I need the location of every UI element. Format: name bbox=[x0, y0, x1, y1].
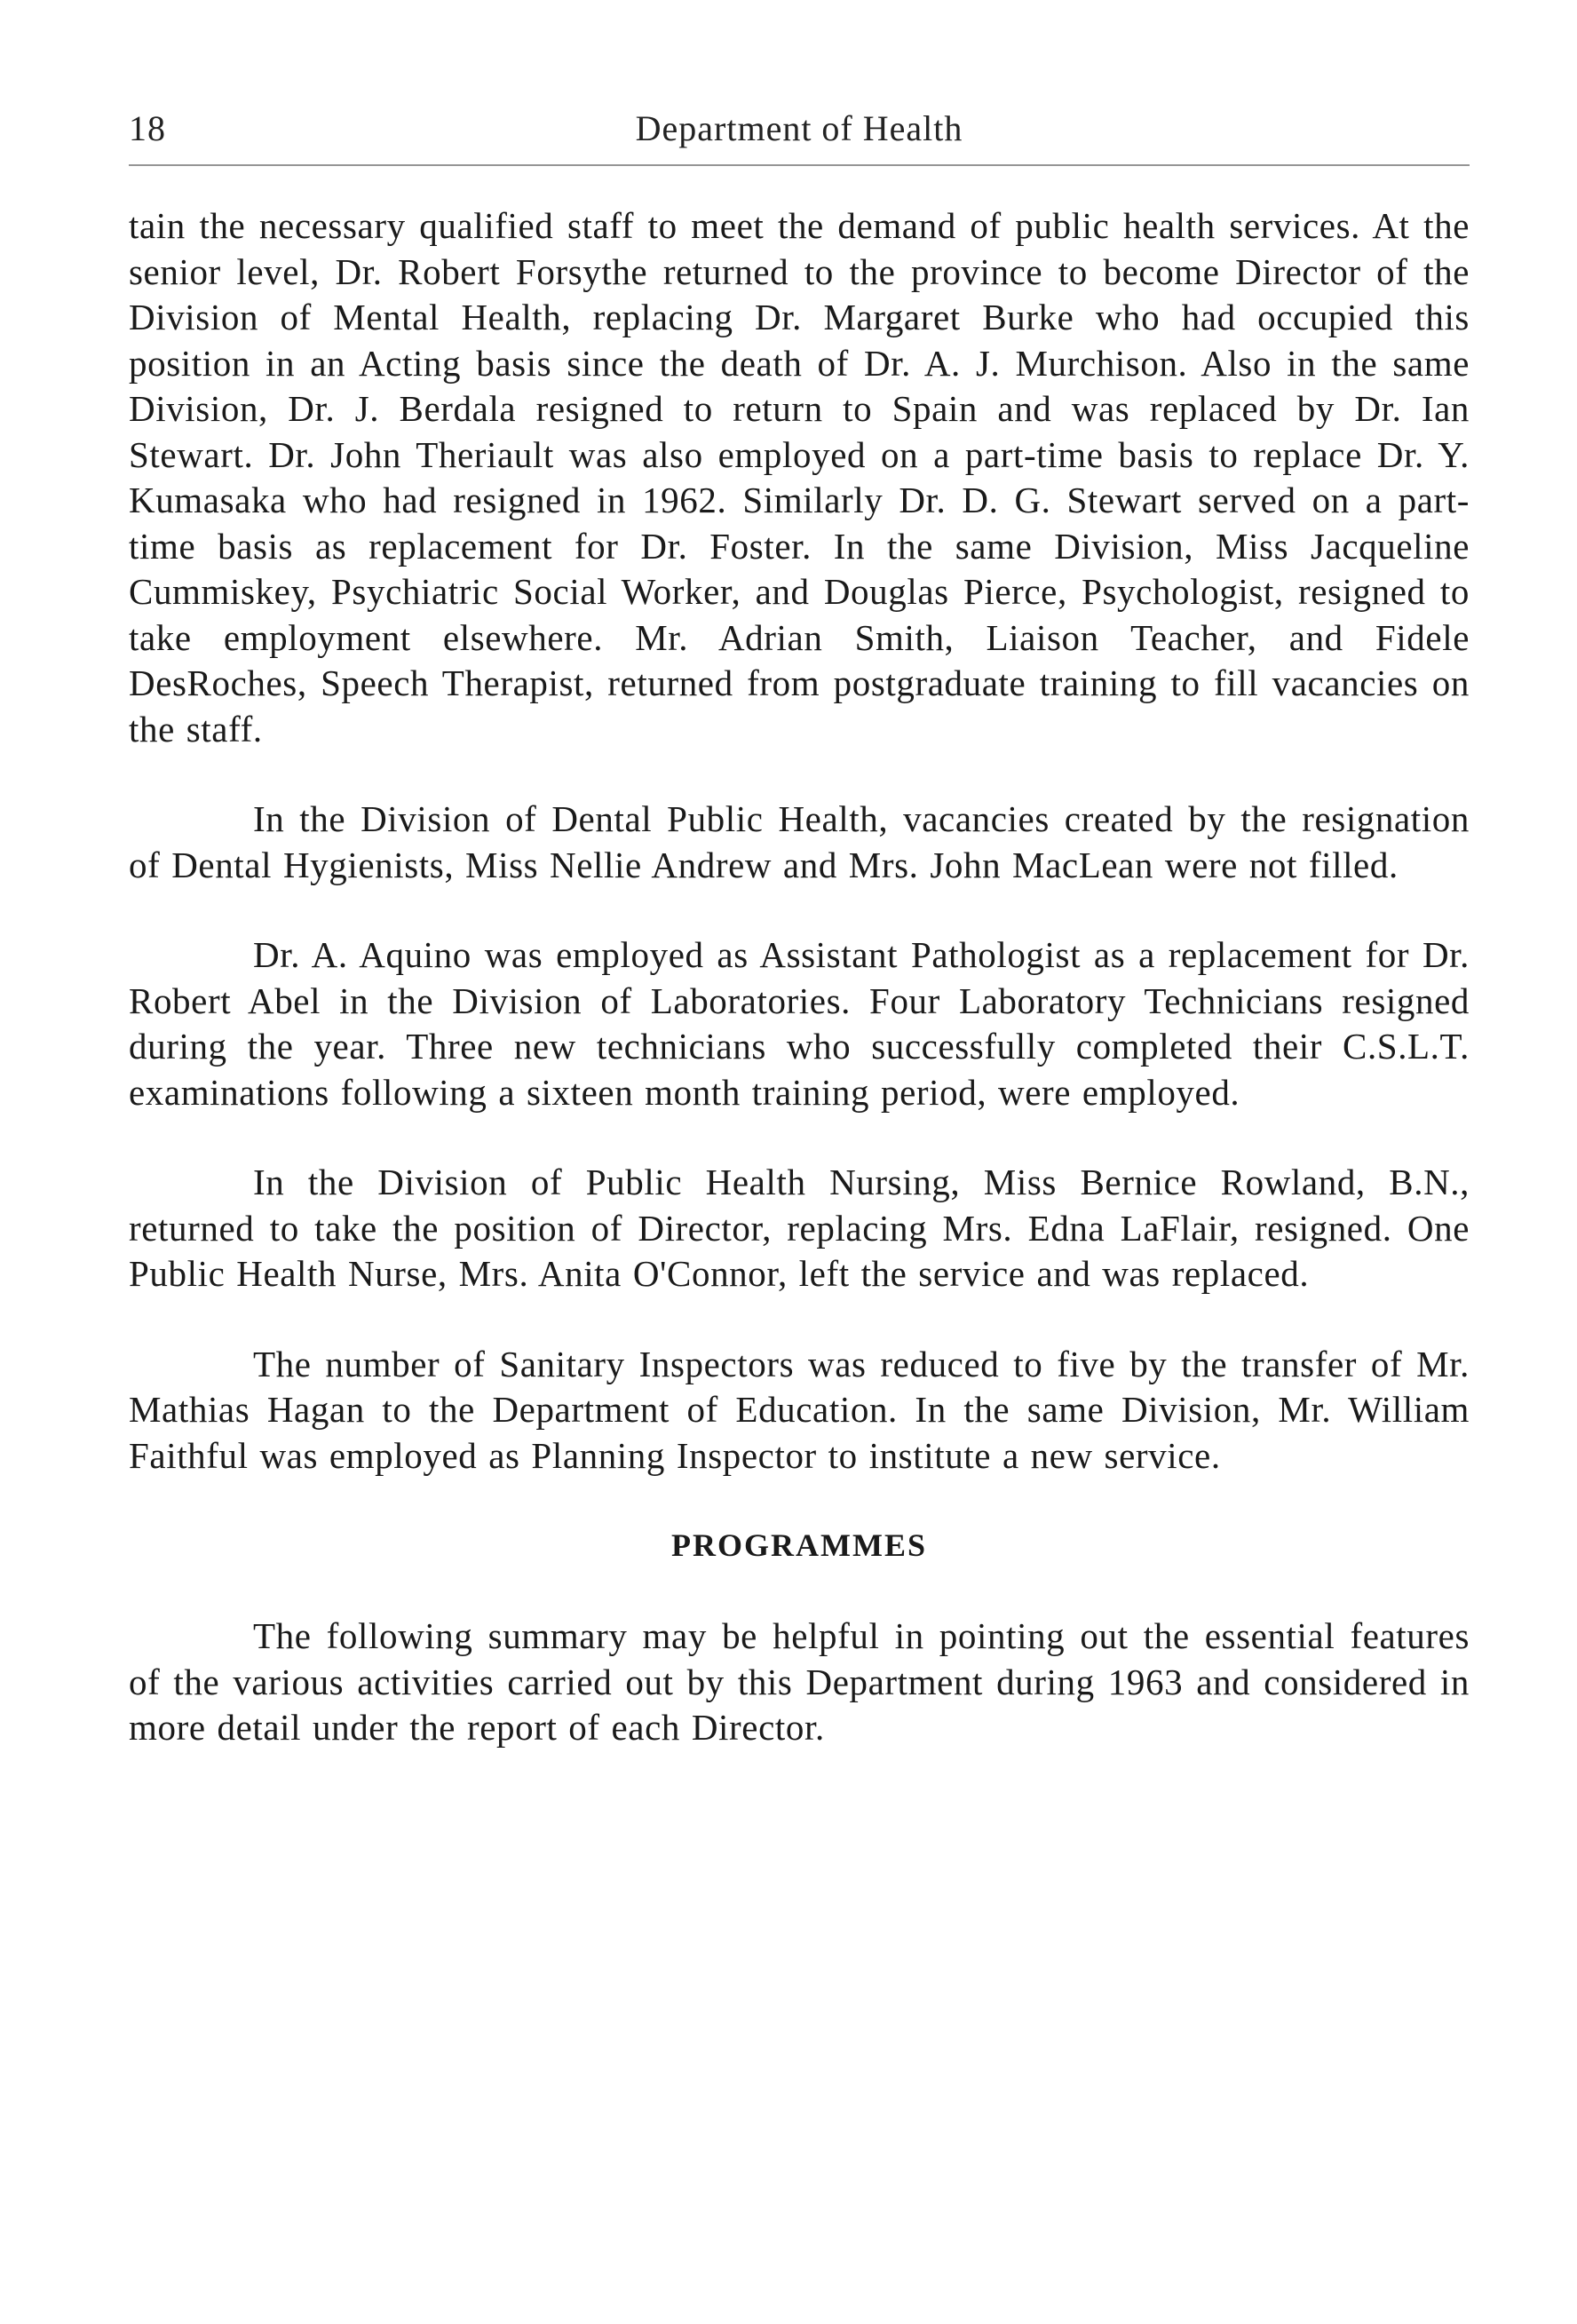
paragraph-nursing: In the Division of Public Health Nursing, Miss Bernice Rowland, B.N., returned to take the position of Director, replacing Mrs. Edna LaFlair, resigned. One Public Health Nurse, Mrs. Anita O'Connor, left the service and was replaced. bbox=[129, 1162, 1470, 1294]
body-text bbox=[129, 203, 1470, 1751]
header-rule bbox=[129, 164, 1470, 166]
paragraph-sanitary-inspectors: The number of Sanitary Inspectors was reduced to five by the transfer of Mr. Mathias Hagan to the Department of Education. In the same Division, Mr. William Faithful was employed as Planning Inspector to institute a new service. bbox=[129, 1343, 1470, 1476]
paragraph-dental-health: In the Division of Dental Public Health, vacancies created by the resignation of Dental Hygienists, Miss Nellie Andrew and Mrs. John MacLean were not filled. bbox=[129, 798, 1470, 885]
paragraph-staff-changes: tain the necessary qualified staff to meet the demand of public health services. At the senior level, Dr. Robert Forsythe returned to the province to become Director of the Division of Mental Health, replacing Dr. Margaret Burke who had occupied this position in an Acting basis since the death of Dr. A. J. Murchison. Also in the same Division, Dr. J. Berdala resigned to return to Spain and was replaced by Dr. Ian Stewart. Dr. John Theriault was also employed on a part-time basis to replace Dr. Y. Kumasaka who had resigned in 1962. Similarly Dr. D. G. Stewart served on a part-time basis as replacement for Dr. Foster. In the same Division, Miss Jacqueline Cummiskey, Psychiatric Social Worker, and Douglas Pierce, Psychologist, resigned to take employment elsewhere. Mr. Adrian Smith, Liaison Teacher, and Fidele DesRoches, Speech Therapist, returned from postgraduate training to fill vacancies on the staff. bbox=[129, 205, 1470, 750]
document-page bbox=[129, 102, 1470, 1796]
paragraph-programmes-summary: The following summary may be helpful in pointing out the essential features of the various activities carried out by this Department during 1963 and considered in more detail under the report of each Director. bbox=[129, 1615, 1470, 1748]
section-heading-programmes: PROGRAMMES bbox=[671, 1527, 927, 1563]
running-title: Department of Health bbox=[635, 108, 963, 148]
running-header bbox=[129, 102, 1470, 155]
paragraph-laboratories: Dr. A. Aquino was employed as Assistant Pathologist as a replacement for Dr. Robert Abel in the Division of Laboratories. Four Laboratory Technicians resigned during the year. Three new technicians who successfully completed their C.S.L.T. examinations following a sixteen month training period, were employed. bbox=[129, 934, 1470, 1113]
page-number: 18 bbox=[129, 108, 166, 148]
